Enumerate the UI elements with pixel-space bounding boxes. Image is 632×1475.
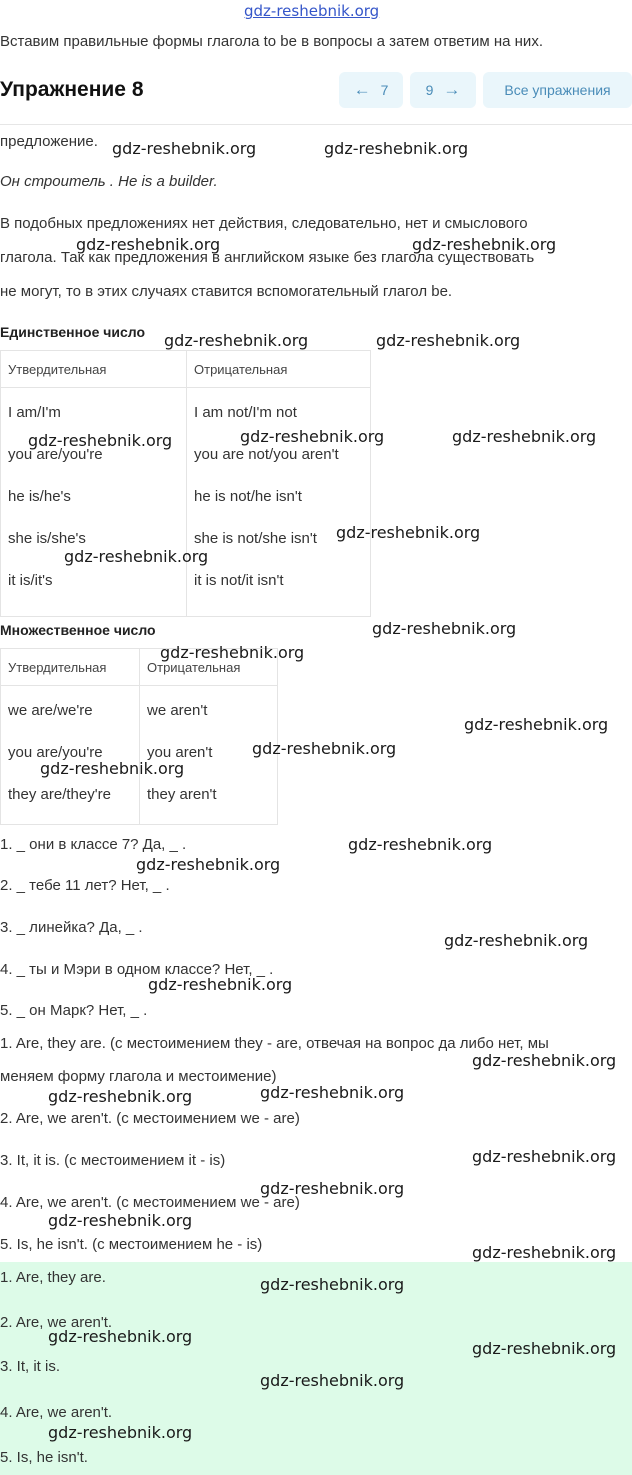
watermark: gdz-reshebnik.org <box>260 1371 405 1390</box>
table-cell: they aren't <box>147 786 217 803</box>
watermark: gdz-reshebnik.org <box>376 331 521 350</box>
watermark: gdz-reshebnik.org <box>472 1339 617 1358</box>
explanation-line: меняем форму глагола и местоимение) <box>0 1068 277 1085</box>
watermark: gdz-reshebnik.org <box>472 1243 617 1262</box>
theory-paragraph: предложение. <box>0 133 98 150</box>
answer-item: 1. Are, they are. <box>0 1269 106 1286</box>
prev-exercise-button[interactable] <box>339 72 403 108</box>
arrow-left-icon: ← <box>353 80 371 99</box>
singular-table <box>0 350 371 617</box>
watermark: gdz-reshebnik.org <box>324 139 469 158</box>
column-header: Утвердительная <box>1 351 187 388</box>
watermark: gdz-reshebnik.org <box>252 739 397 758</box>
singular-heading: Единственное число <box>0 324 146 340</box>
watermark: gdz-reshebnik.org <box>48 1327 193 1346</box>
watermark: gdz-reshebnik.org <box>412 235 557 254</box>
arrow-right-icon: → <box>443 80 461 99</box>
question-item: 4. _ ты и Мэри в одном классе? Нет, _ . <box>0 961 274 978</box>
watermark: gdz-reshebnik.org <box>472 1147 617 1166</box>
table-cell: you are/you're <box>8 446 103 463</box>
explanation-line: 2. Are, we aren't. (с местоимением we - are) <box>0 1110 300 1127</box>
watermark: gdz-reshebnik.org <box>372 619 517 638</box>
explanation-line: 1. Are, they are. (с местоимением they - are, отвечая на вопрос да либо нет, мы <box>0 1035 549 1052</box>
watermark: gdz-reshebnik.org <box>112 139 257 158</box>
answer-item: 3. It, it is. <box>0 1358 61 1375</box>
watermark: gdz-reshebnik.org <box>160 643 305 662</box>
watermark: gdz-reshebnik.org <box>260 1083 405 1102</box>
next-exercise-label: 9 <box>425 82 434 98</box>
explanation-line: 4. Are, we aren't. (с местоимением we - are) <box>0 1194 300 1211</box>
table-cell: we are/we're <box>8 702 93 719</box>
column-header: Отрицательная <box>140 649 278 686</box>
column-header: Утвердительная <box>1 649 140 686</box>
table-cell: it is not/it isn't <box>194 572 284 589</box>
watermark: gdz-reshebnik.org <box>148 975 293 994</box>
watermark: gdz-reshebnik.org <box>348 835 493 854</box>
watermark: gdz-reshebnik.org <box>40 759 185 778</box>
table-cell: they are/they're <box>8 786 111 803</box>
plural-table <box>0 648 278 825</box>
explanation-line: 5. Is, he isn't. (с местоимением he - is) <box>0 1236 263 1253</box>
table-cell: he is/he's <box>8 488 71 505</box>
table-cell: she is not/she isn't <box>194 530 317 547</box>
column-header: Отрицательная <box>187 351 371 388</box>
watermark: gdz-reshebnik.org <box>48 1423 193 1442</box>
table-cell: he is not/he isn't <box>194 488 302 505</box>
next-exercise-button[interactable] <box>410 72 476 108</box>
explanation-line: 3. It, it is. (с местоимением it - is) <box>0 1152 226 1169</box>
watermark: gdz-reshebnik.org <box>336 523 481 542</box>
watermark: gdz-reshebnik.org <box>240 427 385 446</box>
table-cell: I am not/I'm not <box>194 404 297 421</box>
answer-item: 5. Is, he isn't. <box>0 1449 88 1466</box>
theory-line: не могут, то в этих случаях ставится вспомогательный глагол be. <box>0 283 453 300</box>
watermark: gdz-reshebnik.org <box>260 1179 405 1198</box>
watermark: gdz-reshebnik.org <box>28 431 173 450</box>
table-cell: I am/I'm <box>8 404 61 421</box>
affirmative-column <box>1 686 140 825</box>
plural-heading: Множественное число <box>0 622 156 638</box>
watermark: gdz-reshebnik.org <box>472 1051 617 1070</box>
answer-item: 2. Are, we aren't. <box>0 1314 113 1331</box>
table-cell: we aren't <box>147 702 208 719</box>
example-sentence: Он строитель . He is a builder. <box>0 173 218 190</box>
prev-exercise-label: 7 <box>380 82 389 98</box>
theory-line: глагола. Так как предложения в английском языке без глагола существовать <box>0 249 535 266</box>
all-exercises-label: Все упражнения <box>504 82 611 98</box>
all-exercises-button[interactable] <box>483 72 632 108</box>
watermark: gdz-reshebnik.org <box>260 1275 405 1294</box>
table-cell: you are not/you aren't <box>194 446 339 463</box>
question-item: 2. _ тебе 11 лет? Нет, _ . <box>0 877 170 894</box>
affirmative-column <box>1 388 187 617</box>
watermark: gdz-reshebnik.org <box>452 427 597 446</box>
answer-item: 4. Are, we aren't. <box>0 1404 113 1421</box>
watermark: gdz-reshebnik.org <box>164 331 309 350</box>
page-title: Упражнение 8 <box>0 78 144 101</box>
table-cell: you are/you're <box>8 744 103 761</box>
watermark: gdz-reshebnik.org <box>444 931 589 950</box>
question-item: 5. _ он Марк? Нет, _ . <box>0 1002 148 1019</box>
table-cell: it is/it's <box>8 572 53 589</box>
theory-line: В подобных предложениях нет действия, следовательно, нет и смыслового <box>0 215 528 232</box>
divider <box>0 124 632 125</box>
watermark: gdz-reshebnik.org <box>464 715 609 734</box>
site-watermark-link[interactable]: gdz-reshebnik.org <box>244 2 380 20</box>
question-item: 3. _ линейка? Да, _ . <box>0 919 143 936</box>
table-cell: you aren't <box>147 744 213 761</box>
intro-text: Вставим правильные формы глагола to be в вопросы а затем ответим на них. <box>0 33 543 50</box>
watermark: gdz-reshebnik.org <box>76 235 221 254</box>
watermark: gdz-reshebnik.org <box>136 855 281 874</box>
watermark: gdz-reshebnik.org <box>48 1211 193 1230</box>
table-cell: she is/she's <box>8 530 86 547</box>
watermark: gdz-reshebnik.org <box>64 547 209 566</box>
watermark: gdz-reshebnik.org <box>48 1087 193 1106</box>
negative-column <box>187 388 371 617</box>
question-item: 1. _ они в классе 7? Да, _ . <box>0 836 187 853</box>
